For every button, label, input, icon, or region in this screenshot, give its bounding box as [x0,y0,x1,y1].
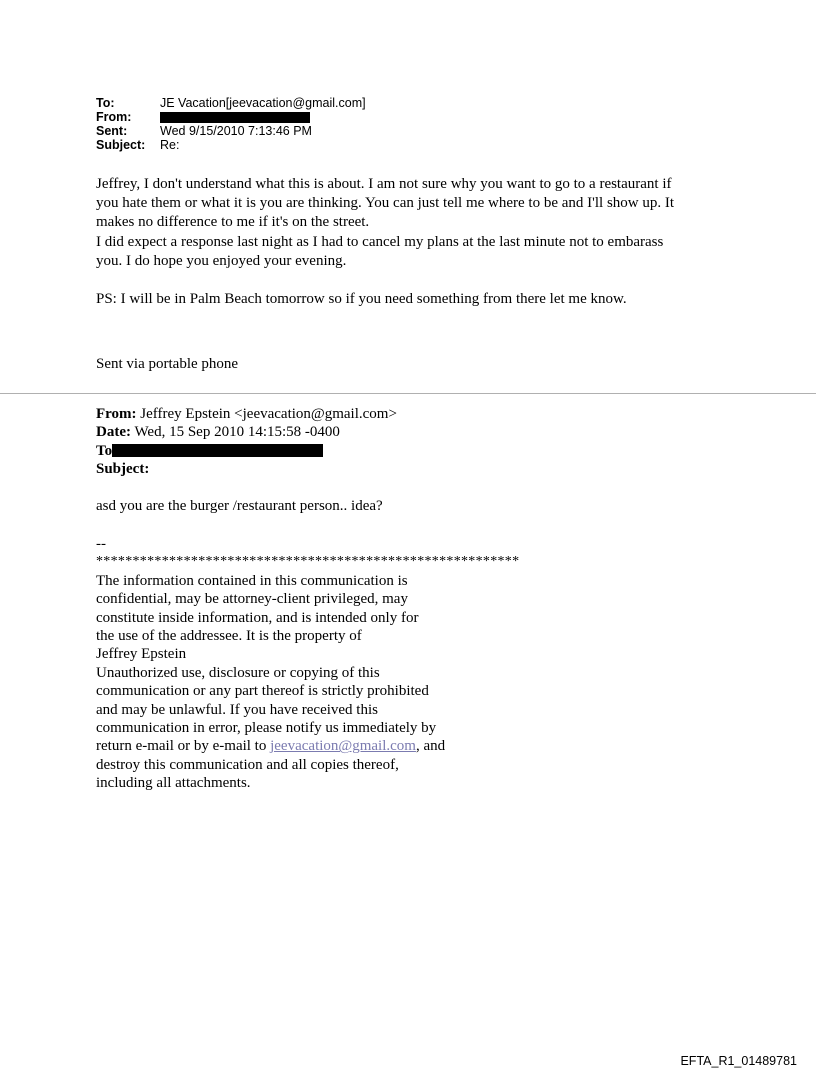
email-link[interactable]: jeevacation@gmail.com [270,738,416,755]
body-line: you. I do hope you enjoyed your evening. [96,252,347,269]
body-line: Jeffrey, I don't understand what this is about. I am not sure why you want to go to a restaurant if [96,176,672,192]
quoted-from-label: From: [96,406,137,422]
body-line: you hate them or what it is you are thinking. You can just tell me where to be and I'll show up. It [96,195,675,212]
redaction-bar [160,112,310,123]
email-body [96,175,736,309]
disclaimer-line: destroy this communication and all copies thereof, [96,756,399,773]
divider [0,393,816,394]
disclaimer-line: Unauthorized use, disclosure or copying of this [96,664,380,681]
body-line: I did expect a response last night as I had to cancel my plans at the last minute not to embarass [96,233,664,250]
disclaimer-line: constitute inside information, and is intended only for [96,609,419,626]
quoted-to-label: To [96,442,113,459]
disclaimer-line: the use of the addressee. It is the property of [96,628,362,645]
quoted-to-row [96,442,397,460]
return-line-suffix: , and [415,738,446,755]
header-sent-row [96,124,366,138]
quoted-header [96,405,397,478]
from-label: From: [96,110,132,124]
signature-dashes: -- [96,536,106,552]
disclaimer-line: Jeffrey Epstein [96,646,187,663]
header-from-row [96,110,366,124]
document-id: EFTA_R1_01489781 [680,1054,797,1068]
subject-value: Re: [160,138,180,152]
email-header [96,96,366,152]
sent-label: Sent: [96,124,128,138]
disclaimer-line: and may be unlawful. If you have received this [96,701,378,718]
quoted-date-value: Wed, 15 Sep 2010 14:15:58 -0400 [130,424,340,441]
disclaimer-line: The information contained in this communication is [96,572,408,589]
signature-block [96,535,519,793]
header-subject-row [96,138,366,152]
subject-label: Subject: [96,138,146,152]
disclaimer-line: confidential, may be attorney-client privileged, may [96,591,408,608]
to-value: JE Vacation[jeevacation@gmail.com] [160,96,366,110]
quoted-date-label: Date: [96,424,131,441]
return-line-prefix: return e-mail or by e-mail to [96,738,271,755]
quoted-date-row [96,423,397,441]
header-to-row [96,96,366,110]
sent-value: Wed 9/15/2010 7:13:46 PM [160,124,312,138]
quoted-message: asd you are the burger /restaurant person.. idea? [96,498,383,514]
body-line: makes no difference to me if it's on the street. [96,214,370,231]
disclaimer-return-line [96,737,519,755]
quoted-subject-label: Subject: [96,460,150,477]
sent-via-line: Sent via portable phone [96,356,239,372]
from-value-redacted [160,110,310,124]
quoted-from-value: Jeffrey Epstein <jeevacation@gmail.com> [136,406,397,422]
disclaimer-line: including all attachments. [96,775,251,792]
to-label: To: [96,96,115,110]
quoted-from-row [96,405,397,423]
redaction-bar [112,444,323,457]
ps-line: PS: I will be in Palm Beach tomorrow so if you need something from there let me know. [96,291,627,308]
quoted-subject-row [96,460,397,478]
disclaimer-line: communication or any part thereof is strictly prohibited [96,683,429,700]
signature-stars: ********************************************************** [96,554,520,570]
disclaimer-line: communication in error, please notify us immediately by [96,720,437,737]
